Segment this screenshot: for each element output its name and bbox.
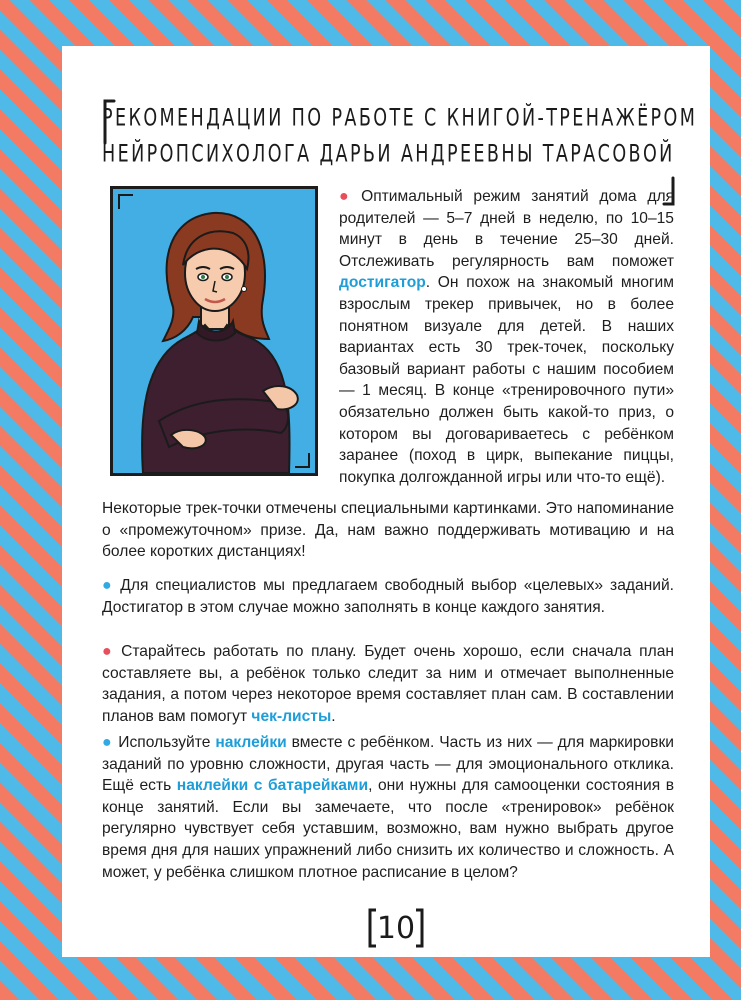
page-bracket-left-icon	[368, 908, 378, 948]
paragraph-2	[102, 575, 674, 618]
page-title	[102, 100, 698, 172]
para4-text-3: , они нужны для самооценки состояния в конце занятий. Если вы замечаете, что после «тренировок» ребёнок регулярно чувствует себя уставшим, возможно, вам нужно выбрать другое время дня для наших упражнений либо снизить их количество и сложность. А может, у ребёнка слишком плотное расписание в целом?	[102, 777, 674, 881]
bullet-red-icon: ●	[339, 188, 356, 205]
paragraph-3	[102, 641, 674, 727]
title-line-1: РЕКОМЕНДАЦИИ ПО РАБОТЕ С КНИГОЙ-ТРЕНАЖЁРОМ	[102, 103, 698, 132]
link-checklists[interactable]: чек-листы	[251, 707, 332, 725]
para3-text-2: .	[331, 707, 336, 725]
para4-text-2: вместе с ребёнком. Часть из них — для маркировки заданий по уровню сложности, другая часть — для эмоционального отклика. Ещё есть	[102, 734, 674, 795]
woman-portrait-illustration-icon	[113, 189, 315, 473]
para3-text-1: Старайтесь работать по плану. Будет очень хорошо, если сначала план составляете вы, а ребёнок только следит за ним и отмечает выполненные задания, а потом через некоторое время составляет план сам. В составлении планов вам помогут	[102, 643, 674, 725]
page	[62, 46, 710, 957]
link-stickers[interactable]: наклейки	[215, 734, 287, 751]
para2-text: Для специалистов мы предлагаем свободный выбор «целевых» заданий. Достигатор в этом случае можно заполнять в конце каждого занятия.	[102, 577, 675, 616]
bullet-blue-icon: ●	[102, 577, 115, 594]
para4-text-1: Используйте	[118, 734, 216, 751]
page-bracket-right-icon	[414, 908, 424, 948]
para1-text-2: . Он похож на знакомый многим взрослым трекер привычек, но в более понятном визуале для детей. В наших вариантах есть 30 трек-точек, поскольку базовый вариант работы с нашим пособием — 1 месяц. В конце «тренировочного пути» обязательно должен быть какой-то приз, о котором вы договариваетесь с ребёнком заранее (поход в цирк, выпекание пиццы, покупка долгожданной игры или что-то ещё).	[339, 274, 674, 486]
paragraph-1-continuation: Некоторые трек-точки отмечены специальными картинками. Это напоминание о «промежуточном» призе. Да, нам важно поддерживать мотивацию и на более коротких дистанциях!	[102, 500, 674, 561]
bullet-blue-icon: ●	[102, 734, 113, 751]
title-line-2: НЕЙРОПСИХОЛОГА ДАРЬИ АНДРЕЕВНЫ ТАРАСОВОЙ	[102, 139, 675, 168]
para1-text-1: Оптимальный режим занятий дома для родителей — 5–7 дней в неделю, по 10–15 минут в день в течение 25–30 дней. Отслеживать регулярность вам поможет	[339, 188, 674, 270]
author-illustration	[110, 186, 318, 476]
link-dostigator[interactable]: достигатор	[339, 274, 426, 292]
link-battery-stickers[interactable]: наклейки с батарейками	[176, 777, 369, 795]
paragraph-1	[339, 186, 674, 488]
page-number-text: 10	[376, 910, 416, 946]
bullet-red-icon: ●	[102, 643, 116, 660]
page-number	[368, 908, 424, 948]
paragraph-4	[102, 732, 674, 883]
